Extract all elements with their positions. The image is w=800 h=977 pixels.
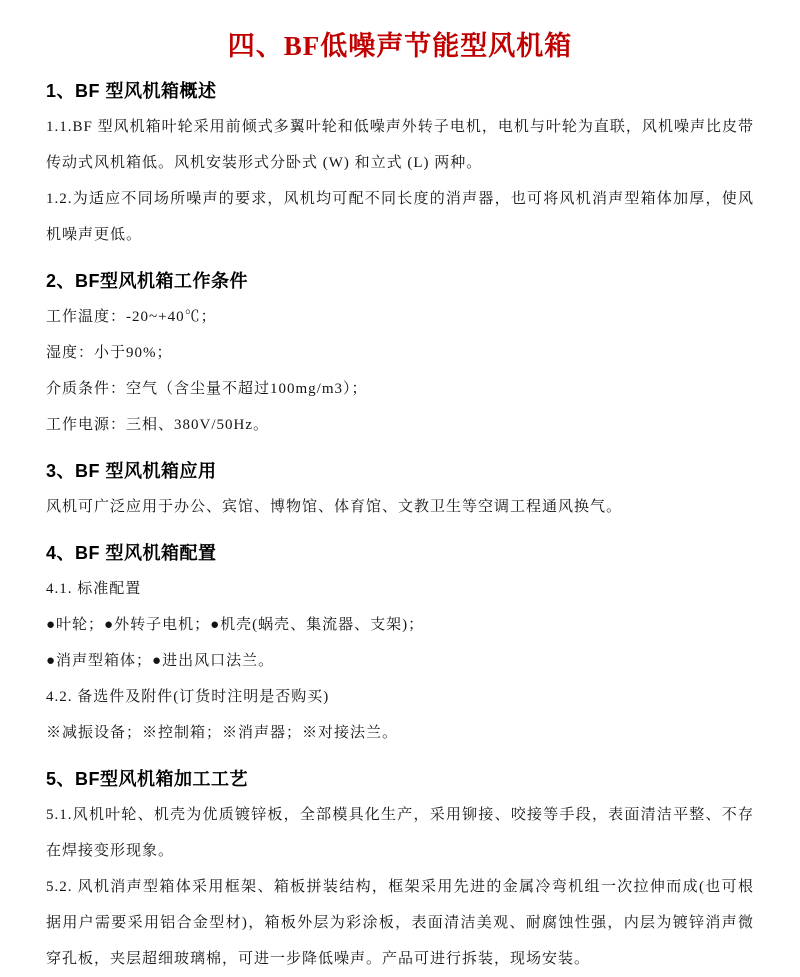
- condition-power: 工作电源：三相、380V/50Hz。: [46, 417, 269, 433]
- section-application-heading: 3、BF 型风机箱应用: [46, 461, 217, 481]
- paragraph-5-1: 5.1.风机叶轮、机壳为优质镀锌板，全部模具化生产，采用铆接、咬接等手段，表面清洁平整、不存在焊接变形现象。: [46, 807, 754, 859]
- paragraph-5-2: 5.2. 风机消声型箱体采用框架、箱板拼装结构，框架采用先进的金属冷弯机组一次拉伸而成(也可根据用户需要采用铝合金型材)，箱板外层为彩涂板，表面清洁美观、耐腐蚀性强，内层为镀锌消声微穿孔板，夹层超细玻璃棉，可进一步降低噪声。产品可进行拆装，现场安装。: [46, 879, 754, 967]
- standard-config-items-line-1: ●叶轮；●外转子电机；●机壳(蜗壳、集流器、支架)；: [46, 617, 425, 633]
- section-configuration-heading: 4、BF 型风机箱配置: [46, 543, 217, 563]
- section-workmanship-heading: 5、BF型风机箱加工工艺: [46, 769, 249, 789]
- paragraph-1-1: 1.1.BF 型风机箱叶轮采用前倾式多翼叶轮和低噪声外转子电机，电机与叶轮为直联，风机噪声比皮带传动式风机箱低。风机安装形式分卧式 (W) 和立式 (L) 两种。: [46, 119, 754, 171]
- paragraph-4-1-label: 4.1. 标准配置: [46, 581, 142, 597]
- condition-temperature: 工作温度：-20~+40℃；: [46, 309, 217, 325]
- optional-accessories-line: ※减振设备；※控制箱；※消声器；※对接法兰。: [46, 725, 399, 741]
- standard-config-items-line-2: ●消声型箱体；●进出风口法兰。: [46, 653, 275, 669]
- section-working-conditions: [46, 267, 754, 443]
- section-overview-heading: 1、BF 型风机箱概述: [46, 81, 217, 101]
- section-application: [46, 457, 754, 525]
- paragraph-application: 风机可广泛应用于办公、宾馆、博物馆、体育馆、文教卫生等空调工程通风换气。: [46, 499, 623, 515]
- condition-medium: 介质条件：空气（含尘量不超过100mg/m3）；: [46, 381, 368, 397]
- condition-humidity: 湿度：小于90%；: [46, 345, 173, 361]
- paragraph-4-2-label: 4.2. 备选件及附件(订货时注明是否购买): [46, 689, 330, 705]
- paragraph-1-2: 1.2.为适应不同场所噪声的要求，风机均可配不同长度的消声器，也可将风机消声型箱体加厚，使风机噪声更低。: [46, 191, 754, 243]
- page-title: 四、BF低噪声节能型风机箱: [227, 31, 573, 61]
- section-configuration: [46, 539, 754, 751]
- section-overview: [46, 77, 754, 253]
- section-working-conditions-heading: 2、BF型风机箱工作条件: [46, 271, 249, 291]
- section-workmanship: [46, 765, 754, 977]
